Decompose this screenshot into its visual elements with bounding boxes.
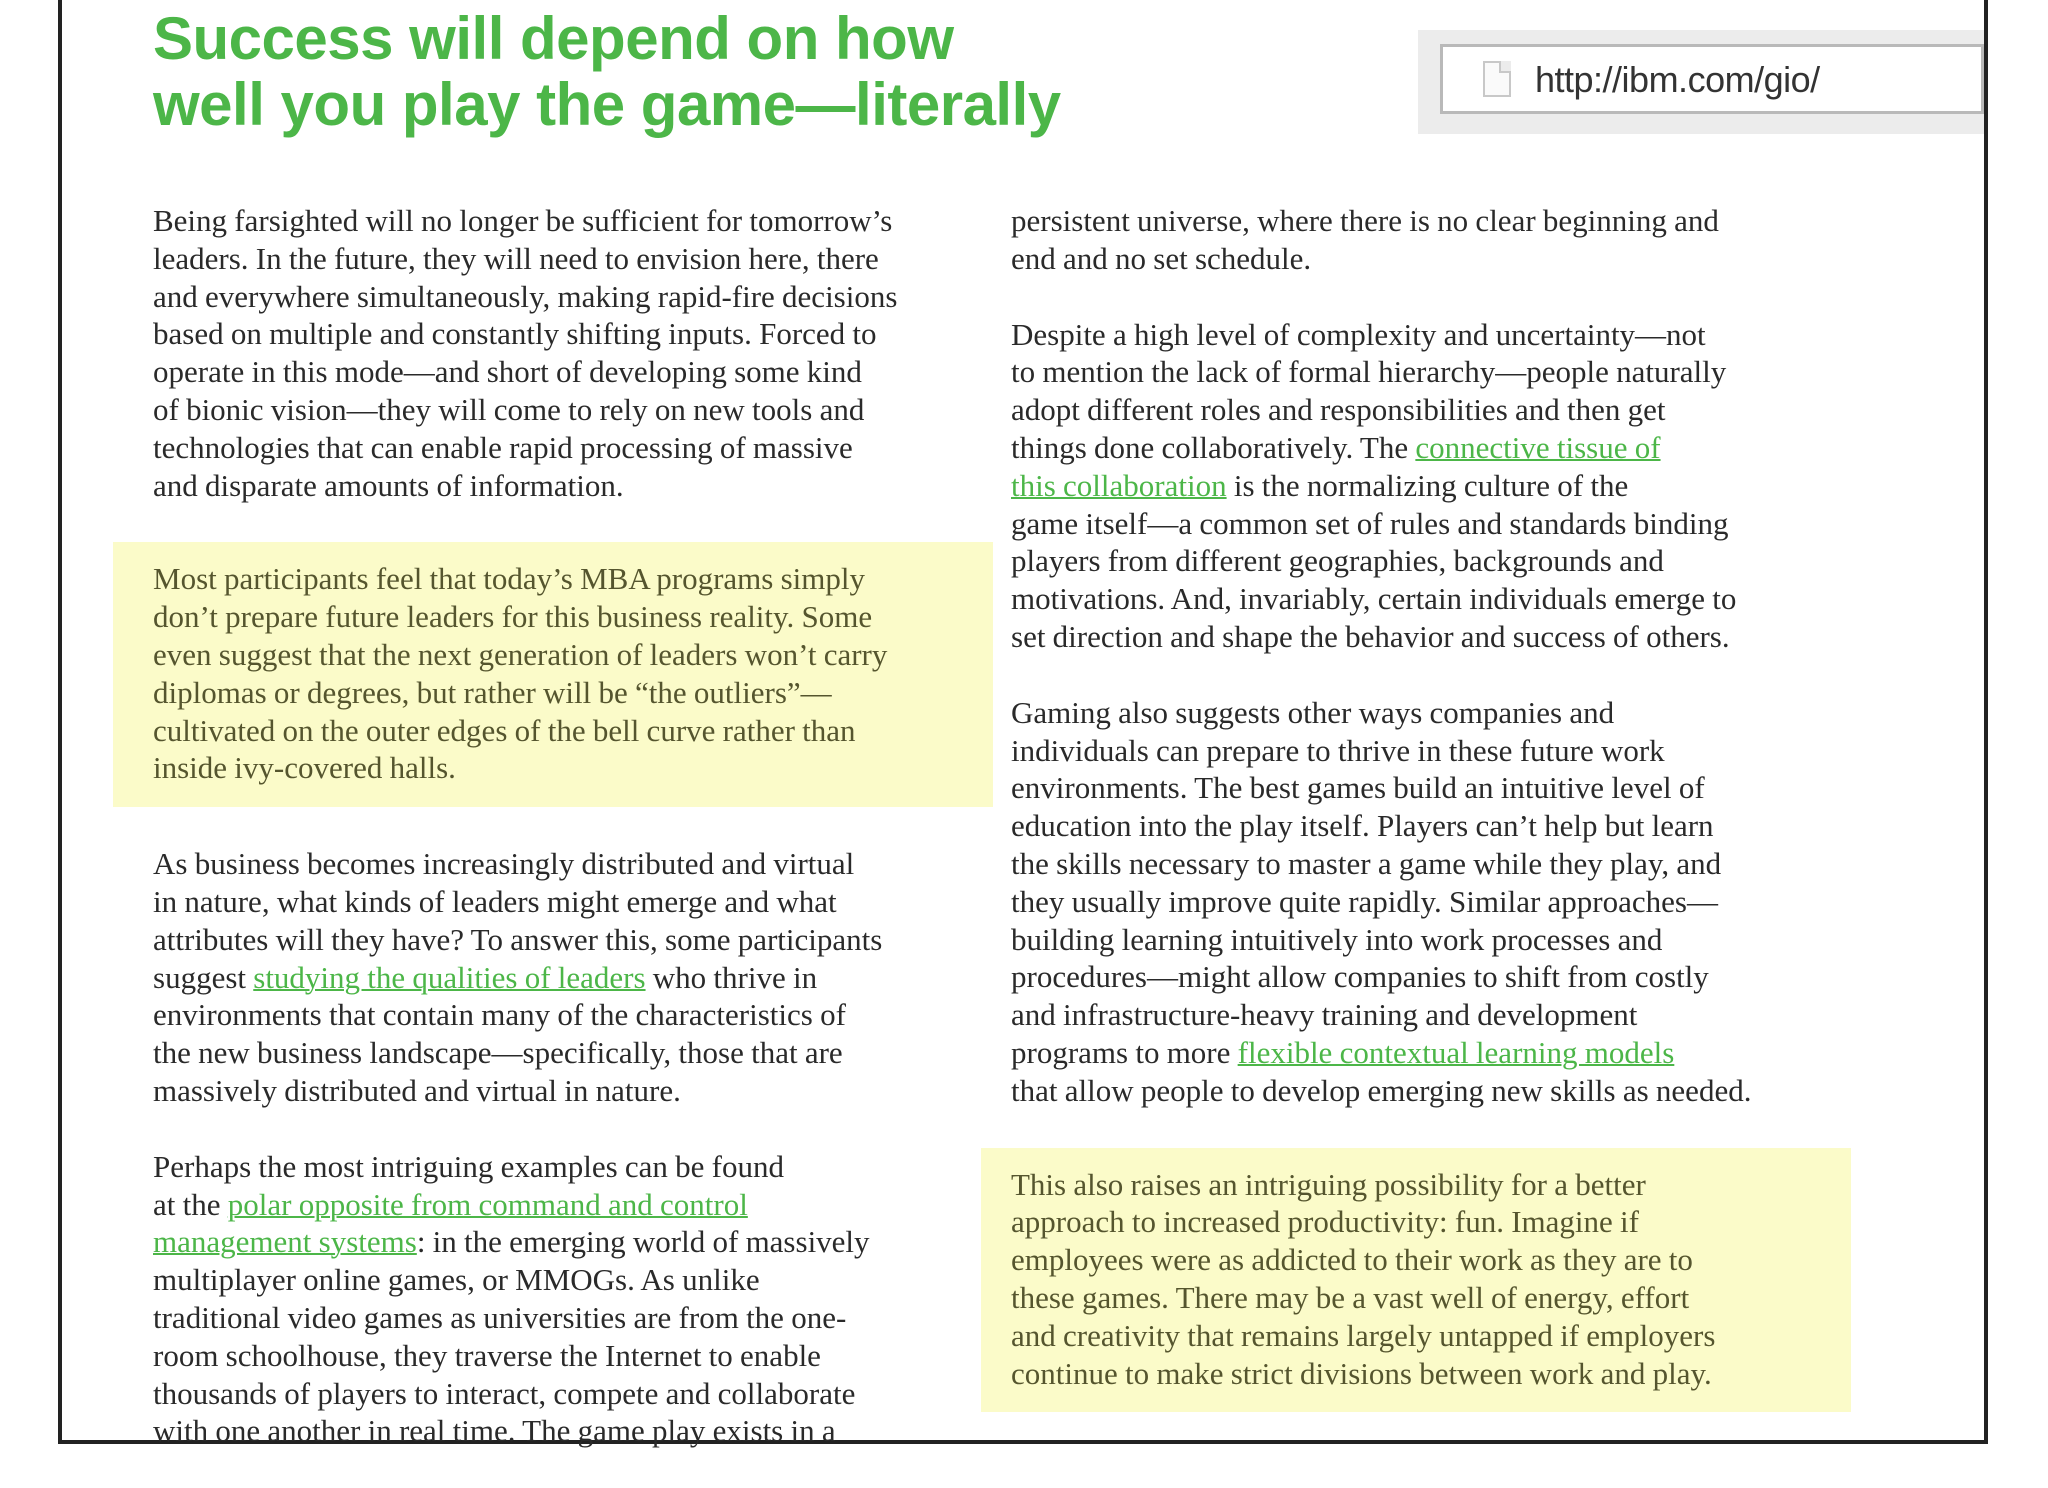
text-line: Gaming also suggests other ways companies and (1011, 694, 1615, 730)
text-line: room schoolhouse, they traverse the Internet to enable (153, 1337, 821, 1373)
right-highlight-callout (981, 1148, 1851, 1413)
text-line: environments. The best games build an intuitive level of (1011, 770, 1705, 806)
right-paragraph-3 (1011, 694, 1841, 1110)
text-line: procedures—might allow companies to shift from costly (1011, 959, 1709, 995)
text-line: This also raises an intriguing possibility for a better (1011, 1166, 1646, 1202)
link-connective-tissue-line-2[interactable]: this collaboration (1011, 467, 1227, 503)
text-line: to mention the lack of formal hierarchy—people naturally (1011, 354, 1727, 390)
text-line: operate in this mode—and short of developing some kind (153, 354, 862, 390)
link-studying-qualities-of-leaders[interactable]: studying the qualities of leaders (253, 959, 646, 995)
text-line: and infrastructure-heavy training and development (1011, 997, 1638, 1033)
right-column (1011, 202, 1841, 1450)
text-fragment: things done collaboratively. The (1011, 429, 1416, 465)
text-line: education into the play itself. Players can’t help but learn (1011, 808, 1714, 844)
right-paragraph-1 (1011, 202, 1841, 278)
link-polar-opposite-line-1[interactable]: polar opposite from command and control (227, 1186, 748, 1222)
left-column (153, 202, 973, 1488)
text-line: traditional video games as universities are from the one- (153, 1299, 847, 1335)
text-line: the skills necessary to master a game while they play, and (1011, 845, 1722, 881)
text-line: leaders. In the future, they will need to envision here, there (153, 240, 879, 276)
text-line: end and no set schedule. (1011, 240, 1312, 276)
text-line: Being farsighted will no longer be sufficient for tomorrow’s (153, 203, 893, 238)
link-flexible-contextual-learning-models[interactable]: flexible contextual learning models (1237, 1034, 1675, 1070)
text-line: players from different geographies, backgrounds and (1011, 543, 1664, 579)
text-line: As business becomes increasingly distributed and virtual (153, 846, 855, 882)
text-line (153, 959, 973, 997)
text-line: multiplayer online games, or MMOGs. As unlike (153, 1262, 760, 1298)
text-fragment: is the normalizing culture of the (1226, 467, 1629, 503)
text-line: diplomas or degrees, but rather will be “the outliers”— (153, 674, 832, 710)
text-line: even suggest that the next generation of leaders won’t carry (153, 636, 888, 672)
page-icon (1483, 61, 1511, 97)
text-line: Despite a high level of complexity and uncertainty—not (1011, 316, 1706, 352)
text-line (1011, 429, 1841, 467)
page-title (153, 6, 1061, 138)
text-line: that allow people to develop emerging new skills as needed. (1011, 1072, 1752, 1108)
text-line (153, 1186, 973, 1224)
text-line: Perhaps the most intriguing examples can be found (153, 1148, 785, 1184)
right-paragraph-2 (1011, 316, 1841, 656)
text-line: set direction and shape the behavior and success of others. (1011, 618, 1730, 654)
text-line: these games. There may be a vast well of energy, effort (1011, 1279, 1690, 1315)
address-bar (1418, 30, 1984, 134)
text-line: employees were as addicted to their work as they are to (1011, 1242, 1693, 1278)
text-fragment: suggest (153, 959, 254, 995)
link-polar-opposite-line-2[interactable]: management systems (153, 1224, 417, 1260)
link-connective-tissue-line-1[interactable]: connective tissue of (1415, 429, 1661, 465)
text-line: technologies that can enable rapid processing of massive (153, 429, 853, 465)
url-field[interactable] (1440, 44, 1984, 114)
text-line: massively distributed and virtual in nature. (153, 1072, 681, 1108)
text-line: of bionic vision—they will come to rely on new tools and (153, 391, 865, 427)
left-paragraph-3 (153, 845, 973, 1110)
text-fragment: at the (153, 1186, 228, 1222)
text-line: with one another in real time. The game play exists in a (153, 1413, 836, 1449)
text-line: based on multiple and constantly shifting inputs. Forced to (153, 316, 877, 352)
text-line (1011, 467, 1841, 505)
text-line: attributes will they have? To answer this, some participants (153, 921, 883, 957)
text-fragment: : in the emerging world of massively (416, 1224, 870, 1260)
text-line: and creativity that remains largely untapped if employers (1011, 1317, 1716, 1353)
left-highlight-callout (113, 542, 993, 807)
left-paragraph-1 (153, 202, 973, 504)
left-paragraph-4 (153, 1148, 973, 1450)
text-line: motivations. And, invariably, certain individuals emerge to (1011, 581, 1737, 617)
text-line: building learning intuitively into work processes and (1011, 921, 1663, 957)
text-line: in nature, what kinds of leaders might emerge and what (153, 883, 837, 919)
text-line: inside ivy-covered halls. (153, 750, 456, 786)
title-line-2: well you play the game—literally (153, 71, 1061, 138)
text-line: individuals can prepare to thrive in these future work (1011, 732, 1665, 768)
text-line: continue to make strict divisions between work and play. (1011, 1355, 1712, 1391)
text-line: cultivated on the outer edges of the bell curve rather than (153, 712, 856, 748)
text-line: game itself—a common set of rules and standards binding (1011, 505, 1729, 541)
url-text: http://ibm.com/gio/ (1535, 59, 1820, 100)
text-line: environments that contain many of the characteristics of (153, 997, 846, 1033)
text-line: and everywhere simultaneously, making rapid-fire decisions (153, 278, 898, 314)
text-line: don’t prepare future leaders for this business reality. Some (153, 599, 873, 635)
text-line: Most participants feel that today’s MBA programs simply (153, 561, 865, 597)
text-line (153, 1223, 973, 1261)
text-line: persistent universe, where there is no clear beginning and (1011, 203, 1719, 238)
text-line: and disparate amounts of information. (153, 467, 624, 503)
text-line: the new business landscape—specifically, those that are (153, 1035, 843, 1071)
text-line: they usually improve quite rapidly. Similar approaches— (1011, 883, 1718, 919)
text-fragment: who thrive in (645, 959, 818, 995)
text-line (1011, 1034, 1841, 1072)
title-line-1: Success will depend on how (153, 5, 954, 72)
text-line: thousands of players to interact, compete and collaborate (153, 1375, 856, 1411)
text-fragment: programs to more (1011, 1034, 1238, 1070)
text-line: approach to increased productivity: fun. Imagine if (1011, 1204, 1639, 1240)
text-line: adopt different roles and responsibilities and then get (1011, 392, 1666, 428)
